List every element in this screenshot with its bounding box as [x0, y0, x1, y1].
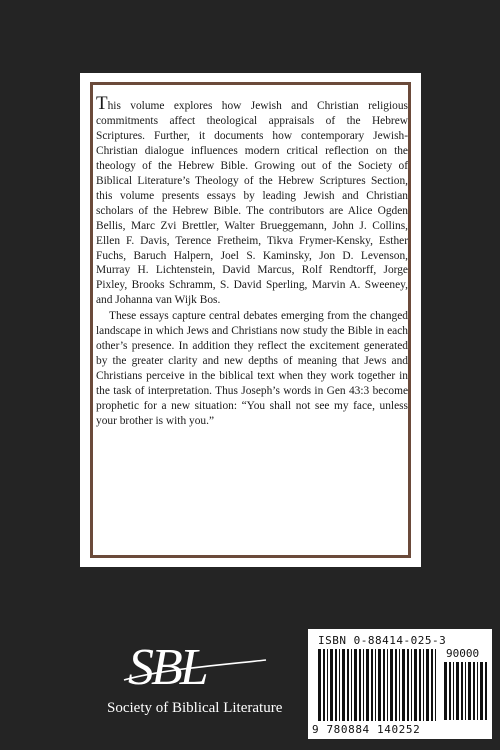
barcode-bar	[399, 649, 400, 721]
barcode-bar	[363, 649, 364, 721]
barcode-bar	[468, 662, 471, 720]
barcode-bar	[395, 649, 397, 721]
barcode-bar	[402, 649, 405, 721]
drop-cap: T	[96, 93, 108, 114]
barcode-bar	[318, 649, 321, 721]
publisher-name: Society of Biblical Literature	[107, 700, 283, 716]
barcode-bar	[453, 662, 454, 720]
barcode-bar	[351, 649, 352, 721]
barcode-bar	[419, 649, 421, 721]
blurb-paragraph-1: This volume explores how Jewish and Christian religious commitments affect theological appraisals of the Hebrew Scriptures. Further, it documents how contemporary Jewish-Christian dialogue influences modern critical reflection on the theology of the Hebrew Bible. Growing out of the Society of Biblical Literature’s Theology of the Hebrew Scriptures Section, this volume presents essays by leading Jewish and Christian scholars of the Hebrew Bible. The contributors are Alice Ogden Bellis, Marc Zvi Brettler, Walter Brueggemann, John J. Collins, Ellen F. Davis, Terence Fretheim, Tikva Frymer-Kensky, Esther Fuchs, Baruch Halpern, Joel S. Kaminsky, Jon D. Levenson, Murray H. Lichtenstein, David Marcus, Rolf Rendtorff, Jorge Pixley, Brooks Schramm, S. David Sperling, Marvin A. Sweeney, and Johanna van Wijk Bos.	[96, 93, 408, 307]
barcode-bar	[375, 649, 376, 721]
barcode-bar	[335, 649, 337, 721]
barcode-box	[308, 629, 492, 739]
barcode-bar	[387, 649, 388, 721]
barcode-bar	[339, 649, 340, 721]
price-barcode	[444, 662, 488, 720]
ean-barcode	[318, 649, 440, 721]
sbl-logo	[120, 640, 270, 692]
barcode-bar	[323, 649, 325, 721]
barcode-bar	[480, 662, 483, 720]
barcode-bar	[371, 649, 373, 721]
barcode-bar	[330, 649, 333, 721]
barcode-bar	[456, 662, 459, 720]
isbn-label: ISBN 0-88414-025-3	[318, 634, 447, 647]
barcode-bar	[411, 649, 412, 721]
barcode-bar	[477, 662, 478, 720]
price-code: 90000	[446, 647, 480, 660]
barcode-bar	[426, 649, 429, 721]
barcode-bar	[354, 649, 357, 721]
blurb-panel	[80, 73, 421, 567]
barcode-bar	[342, 649, 345, 721]
barcode-bar	[431, 649, 433, 721]
barcode-bar	[407, 649, 409, 721]
barcode-bar	[435, 649, 436, 721]
barcode-bar	[383, 649, 385, 721]
barcode-bar	[378, 649, 381, 721]
blurb-paragraph-2: These essays capture central debates emerging from the changed landscape in which Jews and Christians now study the Bible in each other’s presence. In addition they reflect the excitement generated by the greater clarity and new depths of meaning that Jews and Christians perceive in the biblical text when they work together in the task of interpretation. Thus Joseph’s words in Gen 43:3 become prophetic for a new situation: “You shall not see my face, unless your brother is with you.”	[96, 310, 408, 428]
ean-number: 9 780884 140252	[312, 723, 421, 736]
barcode-bar	[347, 649, 349, 721]
barcode-bar	[465, 662, 466, 720]
barcode-bar	[414, 649, 417, 721]
barcode-bar	[473, 662, 475, 720]
barcode-bar	[327, 649, 328, 721]
blurb-text	[96, 93, 408, 429]
barcode-bar	[485, 662, 487, 720]
barcode-bar	[444, 662, 447, 720]
sbl-logo-lettering: SBL	[128, 640, 206, 692]
barcode-bar	[461, 662, 463, 720]
barcode-bar	[366, 649, 369, 721]
barcode-bar	[423, 649, 424, 721]
barcode-bar	[449, 662, 451, 720]
barcode-bar	[359, 649, 361, 721]
barcode-bar	[390, 649, 393, 721]
